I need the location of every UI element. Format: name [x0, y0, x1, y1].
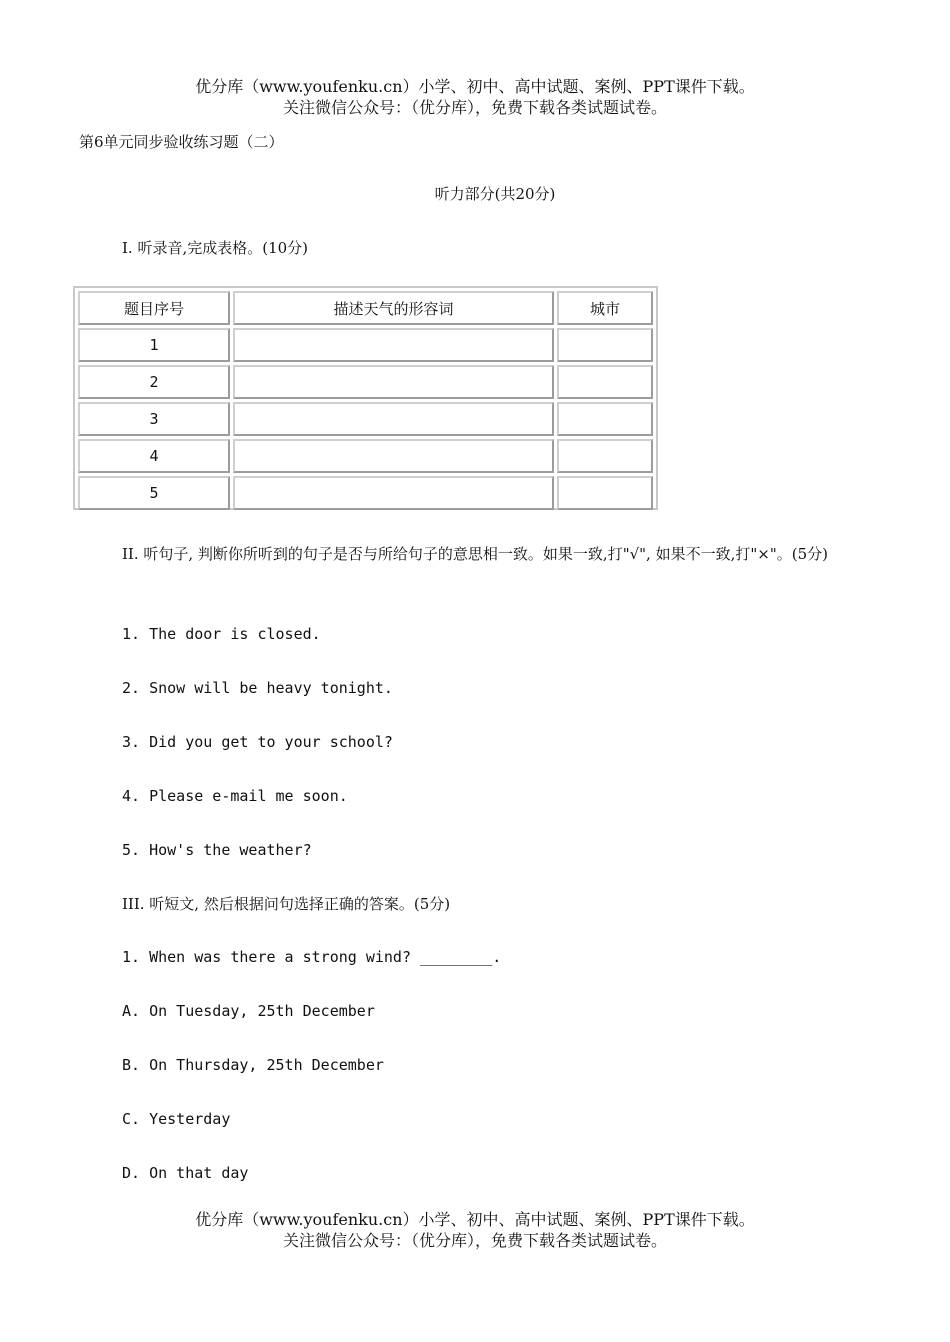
table-cell-number: 5 [78, 476, 230, 510]
part2-item-2: 2. Snow will be heavy tonight. [122, 679, 393, 697]
table-cell-number: 1 [78, 328, 230, 362]
table-cell-adjective[interactable] [233, 439, 554, 473]
page-title: 第6单元同步验收练习题（二） [79, 133, 284, 151]
table-row [78, 439, 653, 473]
part3-question: 1. When was there a strong wind? ________. [122, 948, 502, 966]
part3-option-a: A. On Tuesday, 25th December [122, 1002, 375, 1020]
header-line-1: 优分库（www.youfenku.cn）小学、初中、高中试题、案例、PPT课件下载。 [195, 77, 755, 96]
header-line-2: 关注微信公众号：（优分库），免费下载各类试题试卷。 [282, 98, 667, 117]
part2-heading-text: II. 听句子, 判断你所听到的句子是否与所给句子的意思相一致。如果一致,打"√", 如果不一致,打"×"。(5分) [122, 545, 828, 563]
table-cell-adjective[interactable] [233, 402, 554, 436]
part1-heading: I. 听录音,完成表格。(10分) [122, 239, 309, 257]
part2-item-3: 3. Did you get to your school? [122, 733, 393, 751]
table-header-cell: 城市 [557, 291, 653, 325]
table-row [78, 365, 653, 399]
table-cell-number: 4 [78, 439, 230, 473]
part2-item-5: 5. How's the weather? [122, 841, 312, 859]
table-cell-city[interactable] [557, 365, 653, 399]
part2-heading [79, 540, 839, 568]
table-row [78, 402, 653, 436]
answer-table [73, 286, 658, 510]
table-cell-city[interactable] [557, 476, 653, 510]
part3-option-d: D. On that day [122, 1164, 249, 1182]
table-cell-city[interactable] [557, 439, 653, 473]
part3-option-c: C. Yesterday [122, 1110, 231, 1128]
table-cell-adjective[interactable] [233, 328, 554, 362]
table-cell-city[interactable] [557, 328, 653, 362]
table-header-row [78, 291, 653, 325]
table-cell-adjective[interactable] [233, 476, 554, 510]
table-cell-number: 2 [78, 365, 230, 399]
table-header-cell: 题目序号 [78, 291, 230, 325]
table-header-cell: 描述天气的形容词 [233, 291, 554, 325]
footer-line-1: 优分库（www.youfenku.cn）小学、初中、高中试题、案例、PPT课件下载。 [195, 1210, 755, 1229]
answer-grid [75, 288, 656, 513]
part3-heading: III. 听短文, 然后根据问句选择正确的答案。(5分) [122, 895, 451, 913]
table-row [78, 476, 653, 510]
table-cell-city[interactable] [557, 402, 653, 436]
part2-item-4: 4. Please e-mail me soon. [122, 787, 348, 805]
part2-item-1: 1. The door is closed. [122, 625, 321, 643]
part3-option-b: B. On Thursday, 25th December [122, 1056, 384, 1074]
table-row [78, 328, 653, 362]
table-cell-adjective[interactable] [233, 365, 554, 399]
footer-line-2: 关注微信公众号：（优分库），免费下载各类试题试卷。 [282, 1231, 667, 1250]
table-cell-number: 3 [78, 402, 230, 436]
section-heading: 听力部分(共20分) [434, 185, 556, 203]
